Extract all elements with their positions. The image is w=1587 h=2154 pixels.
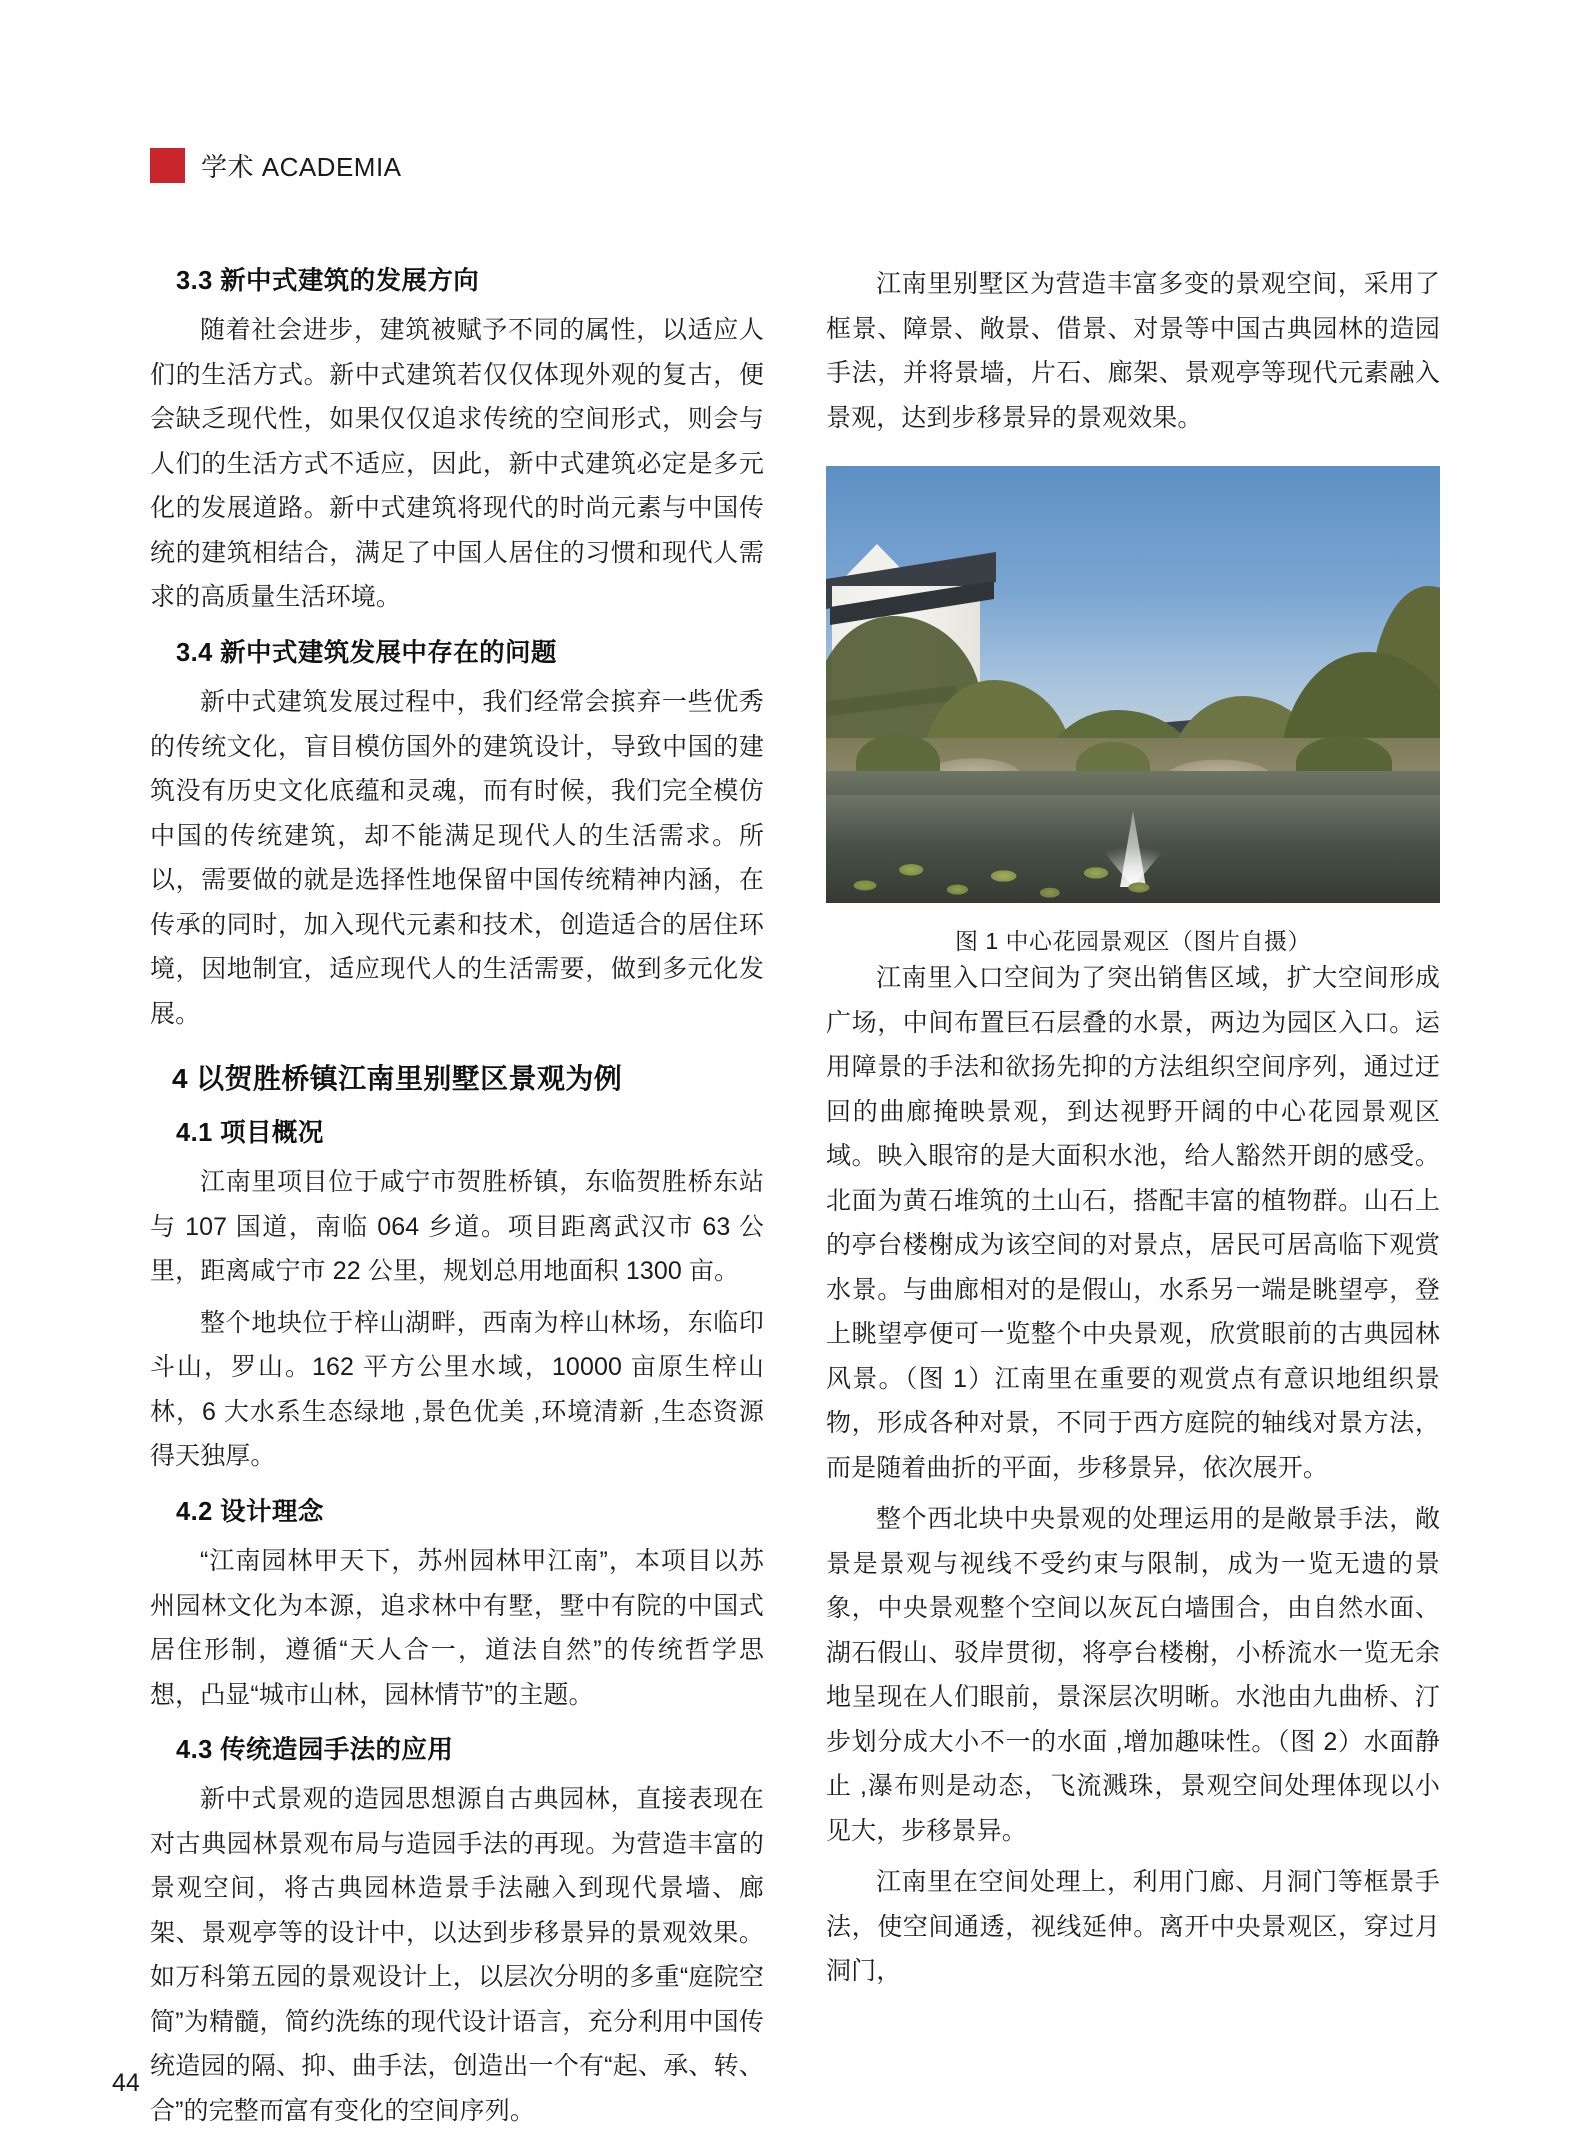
running-head-label: 学术 ACADEMIA: [201, 152, 402, 182]
paragraph-framed-view-technique: 江南里在空间处理上，利用门廊、月洞门等框景手法，使空间通透，视线延伸。离开中央景观区，穿过月洞门，: [826, 1868, 1440, 1985]
paragraph-4-1-a: 江南里项目位于咸宁市贺胜桥镇，东临贺胜桥东站与 107 国道，南临 064 乡道。项目距离武汉市 63 公里，距离咸宁市 22 公里，规划总用地面积 1300 亩。: [150, 1168, 764, 1286]
page-number: 44: [112, 2069, 140, 2097]
heading-4-2: 4.2 设计理念: [176, 1497, 324, 1526]
paragraph-4-1-b: 整个地块位于梓山湖畔，西南为梓山林场，东临印斗山，罗山。162 平方公里水域，10000 亩原生梓山林，6 大水系生态绿地 ,景色优美 ,环境清新 ,生态资源得天独厚。: [150, 1308, 764, 1471]
figure-1-photo: [826, 466, 1440, 903]
paragraph-intro: 江南里别墅区为营造丰富多变的景观空间，采用了框景、障景、敞景、借景、对景等中国古典园林的造园手法，并将景墙，片石、廊架、景观亭等现代元素融入景观，达到步移景异的景观效果。: [826, 270, 1440, 432]
two-column-body: [150, 262, 1440, 2133]
left-column: [150, 262, 764, 2133]
photo-lily-pads: [832, 849, 1162, 901]
running-head: [150, 147, 402, 184]
paragraph-4-2: “江南园林甲天下，苏州园林甲江南”，本项目以苏州园林文化为本源，追求林中有墅，墅中有院的中国式居住形制，遵循“天人合一，道法自然”的传统哲学思想，凸显“城市山林，园林情节”的主题。: [150, 1547, 764, 1709]
paragraph-4-3: 新中式景观的造园思想源自古典园林，直接表现在对古典园林景观布局与造园手法的再现。为营造丰富的景观空间，将古典园林造景手法融入到现代景墙、廊架、景观亭等的设计中，以达到步移景异的景观效果。如万科第五园的景观设计上，以层次分明的多重“庭院空简”为精髓，简约洗练的现代设计语言，充分利用中国传统造园的隔、抑、曲手法，创造出一个有“起、承、转、合”的完整而富有变化的空间序列。: [150, 1785, 764, 2125]
figure-1-caption: 图 1 中心花园景观区（图片自摄）: [954, 928, 1312, 954]
right-column: [826, 262, 1440, 2133]
paragraph-open-view-technique: 整个西北块中央景观的处理运用的是敞景手法，敞景是景观与视线不受约束与限制，成为一览无遗的景象，中央景观整个空间以灰瓦白墙围合，由自然水面、湖石假山、驳岸贯彻，将亭台楼榭，小桥流水一览无余地呈现在人们眼前，景深层次明晰。水池由九曲桥、汀步划分成大小不一的水面 ,增加趣味性。（图 2）水面静止 ,瀑布则是动态，飞流溅珠，景观空间处理体现以小见大，步移景异。: [826, 1505, 1440, 1845]
paragraph-entrance-space: 江南里入口空间为了突出销售区域，扩大空间形成广场，中间布置巨石层叠的水景，两边为园区入口。运用障景的手法和欲扬先抑的方法组织空间序列，通过迂回的曲廊掩映景观，到达视野开阔的中心花园景观区域。映入眼帘的是大面积水池，给人豁然开朗的感受。北面为黄石堆筑的土山石，搭配丰富的植物群。山石上的亭台楼榭成为该空间的对景点，居民可居高临下观赏水景。与曲廊相对的是假山，水系另一端是眺望亭，登上眺望亭便可一览整个中央景观，欣赏眼前的古典园林风景。（图 1）江南里在重要的观赏点有意识地组织景物，形成各种对景，不同于西方庭院的轴线对景方法，而是随着曲折的平面，步移景异，依次展开。: [826, 964, 1440, 1482]
heading-4: 4 以贺胜桥镇江南里别墅区景观为例: [172, 1063, 623, 1094]
heading-3-3: 3.3 新中式建筑的发展方向: [176, 267, 480, 295]
heading-3-4: 3.4 新中式建筑发展中存在的问题: [176, 638, 557, 667]
red-square-icon: [150, 148, 185, 183]
paragraph-3-3: 随着社会进步，建筑被赋予不同的属性，以适应人们的生活方式。新中式建筑若仅仅体现外观的复古，便会缺乏现代性，如果仅仅追求传统的空间形式，则会与人们的生活方式不适应，因此，新中式建筑必定是多元化的发展道路。新中式建筑将现代的时尚元素与中国传统的建筑相结合，满足了中国人居住的习惯和现代人需求的高质量生活环境。: [150, 316, 764, 612]
paragraph-3-4: 新中式建筑发展过程中，我们经常会摈弃一些优秀的传统文化，盲目模仿国外的建筑设计，导致中国的建筑没有历史文化底蕴和灵魂，而有时候，我们完全模仿中国的传统建筑，却不能满足现代人的生活需求。所以，需要做的就是选择性地保留中国传统精神内涵，在传承的同时，加入现代元素和技术，创造适合的居住环境，因地制宜，适应现代人的生活需要，做到多元化发展。: [150, 688, 764, 1028]
heading-4-1: 4.1 项目概况: [176, 1119, 324, 1147]
heading-4-3: 4.3 传统造园手法的应用: [176, 1736, 454, 1764]
figure-1: [826, 466, 1440, 956]
